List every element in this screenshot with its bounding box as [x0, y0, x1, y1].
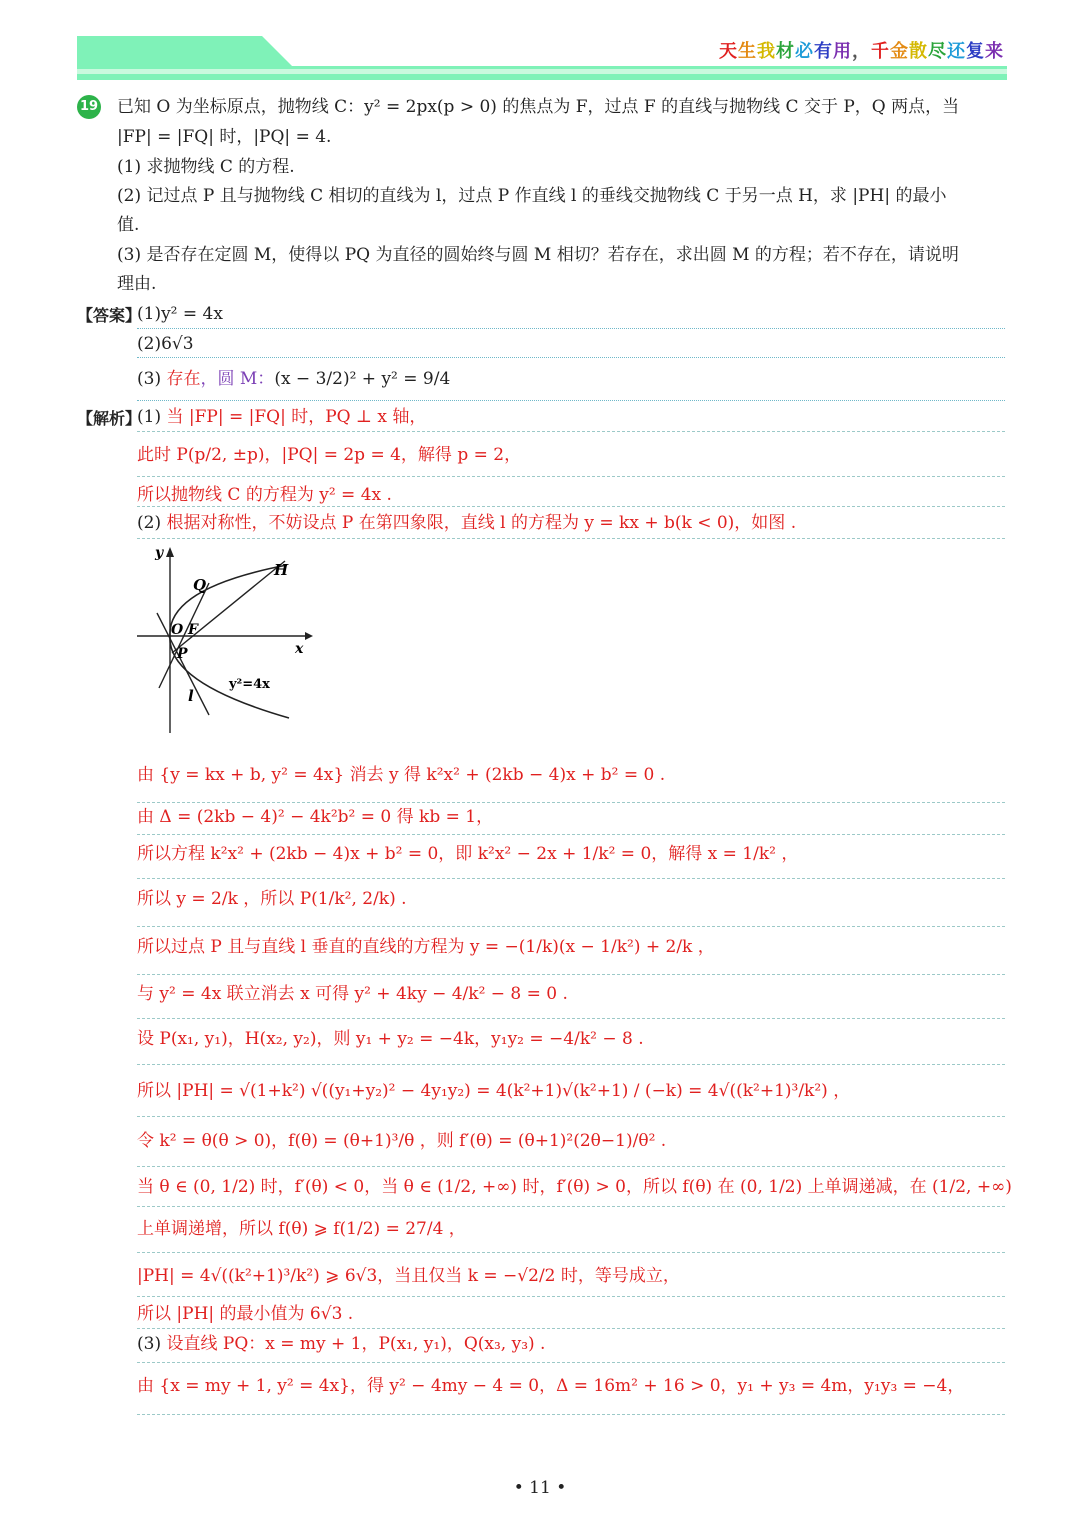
line-l-label: l: [188, 687, 194, 705]
analysis-tag: 【解析】: [77, 409, 142, 428]
analysis-line-text: 所以抛物线 C 的方程为 y² = 4x .: [137, 485, 392, 505]
page-number: • 11 •: [513, 1478, 567, 1498]
analysis-line: [137, 764, 665, 786]
analysis-line-text: 此时 P(p/2, ±p)，|PQ| = 2p = 4，解得 p = 2，: [137, 445, 522, 465]
slogan-char: 生: [738, 41, 757, 62]
analysis-line-text: 由 {y = kx + b, y² = 4x} 消去 y 得 k²x² + (2kb − 4)x + b² = 0 .: [137, 765, 666, 785]
question-line-1: 已知 O 为坐标原点，抛物线 C：y² = 2px(p > 0) 的焦点为 F，过点 F 的直线与抛物线 C 交于 P，Q 两点，当: [117, 97, 960, 117]
divider: [137, 1252, 1005, 1253]
analysis-line: [137, 1176, 1012, 1198]
divider: [137, 1018, 1005, 1019]
header-slogan: [719, 37, 1004, 63]
slogan-char: 千: [871, 41, 890, 62]
analysis-line-text: 由 {x = my + 1, y² = 4x}，得 y² − 4my − 4 = 0，Δ = 16m² + 16 > 0，y₁ + y₃ = 4m，y₁y₃ = −4，: [137, 1376, 965, 1396]
parabola-figure: [137, 543, 317, 733]
axis-y-label: y: [155, 545, 164, 561]
answer-item-3-formula: (x − 3/2)² + y² = 9/4: [274, 369, 451, 389]
slogan-char: 用: [833, 41, 852, 62]
analysis-line-text: 当 |FP| = |FQ| 时，PQ ⊥ x 轴，: [166, 407, 427, 427]
point-f-label: F: [188, 622, 198, 638]
analysis-line-text: 与 y² = 4x 联立消去 x 可得 y² + 4ky − 4/k² − 8 = 0 .: [137, 984, 568, 1004]
divider: [137, 476, 1005, 477]
analysis-line: [137, 843, 798, 865]
divider: [137, 1328, 1005, 1329]
analysis-line: [137, 484, 392, 506]
slogan-char: 尽: [928, 41, 947, 62]
analysis-line: [137, 1333, 545, 1355]
slogan-char: 必: [795, 41, 814, 62]
analysis-line: [137, 1130, 666, 1152]
slogan-char: 天: [719, 41, 738, 62]
divider: [137, 1414, 1005, 1415]
slogan-char: 有: [814, 41, 833, 62]
analysis-line: [137, 406, 426, 428]
analysis-line-text: 设直线 PQ：x = my + 1，P(x₁, y₁)，Q(x₃, y₃) .: [166, 1334, 546, 1354]
question-line-7: 理由.: [117, 274, 157, 294]
divider: [137, 1116, 1005, 1117]
answer-item-3: [137, 368, 450, 390]
analysis-line-label: (1): [137, 407, 167, 427]
answer-item-3-label: (3): [137, 369, 162, 389]
analysis-line-text: 所以过点 P 且与直线 l 垂直的直线的方程为 y = −(1/k)(x − 1/k²) + 2/k ，: [137, 937, 715, 957]
point-h-label: H: [274, 561, 289, 579]
analysis-line-text: 所以方程 k²x² + (2kb − 4)x + b² = 0，即 k²x² − 2x + 1/k² = 0，解得 x = 1/k² ，: [137, 844, 799, 864]
analysis-line-text: 由 Δ = (2kb − 4)² − 4k²b² = 0 得 kb = 1，: [137, 807, 494, 827]
point-p-label: P: [177, 646, 188, 662]
analysis-line-text: 根据对称性，不妨设点 P 在第四象限，直线 l 的方程为 y = kx + b(k < 0)，如图 .: [166, 513, 797, 533]
divider: [137, 834, 1005, 835]
axis-x-label: x: [295, 641, 304, 657]
slogan-char: 来: [985, 41, 1004, 62]
analysis-line: [137, 936, 715, 958]
analysis-line: [137, 888, 407, 910]
analysis-line-label: (2): [137, 513, 167, 533]
divider: [137, 1206, 1005, 1207]
point-q-label: Q: [193, 576, 207, 594]
question-number-badge: 19: [77, 95, 101, 119]
parabola-label: y²=4x: [229, 677, 270, 692]
divider: [137, 431, 1005, 432]
question-line-2: |FP| = |FQ| 时，|PQ| = 4.: [117, 127, 332, 147]
analysis-line-text: 上单调递增，所以 f(θ) ⩾ f(1/2) = 27/4 ，: [137, 1219, 466, 1239]
analysis-line: [137, 1375, 964, 1397]
point-o-label: O: [171, 622, 184, 638]
slogan-char: ，: [852, 41, 871, 62]
divider: [137, 878, 1005, 879]
analysis-line: [137, 1028, 644, 1050]
analysis-line: [137, 1303, 353, 1325]
analysis-line-text: 设 P(x₁, y₁)，H(x₂, y₂)，则 y₁ + y₂ = −4k，y₁y₂ = −4/k² − 8 .: [137, 1029, 644, 1049]
slogan-char: 散: [909, 41, 928, 62]
question-line-5: 值.: [117, 215, 140, 235]
divider: [137, 357, 1005, 358]
analysis-line-text: 所以 y = 2/k ，所以 P(1/k², 2/k) .: [137, 889, 407, 909]
analysis-line-text: |PH| = 4√((k²+1)³/k²) ⩾ 6√3，当且仅当 k = −√2/2 时，等号成立，: [137, 1266, 680, 1286]
divider: [137, 802, 1005, 803]
divider: [137, 400, 1005, 401]
analysis-line: [137, 1265, 680, 1287]
slogan-char: 金: [890, 41, 909, 62]
slogan-char: 我: [757, 41, 776, 62]
divider: [137, 538, 1005, 539]
slogan-char: 复: [966, 41, 985, 62]
slogan-char: 还: [947, 41, 966, 62]
divider: [137, 1362, 1005, 1363]
question-line-6: (3) 是否存在定圆 M，使得以 PQ 为直径的圆始终与圆 M 相切？若存在，求出圆 M 的方程；若不存在，请说明: [117, 245, 959, 265]
question-line-4: (2) 记过点 P 且与抛物线 C 相切的直线为 l，过点 P 作直线 l 的垂线交抛物线 C 于另一点 H，求 |PH| 的最小: [117, 186, 947, 206]
slogan-char: 材: [776, 41, 795, 62]
divider: [137, 1064, 1005, 1065]
divider: [137, 506, 1005, 507]
divider: [137, 1166, 1005, 1167]
answer-item-2: (2)6√3: [137, 334, 194, 354]
analysis-line: [137, 444, 521, 466]
analysis-line-text: 当 θ ∈ (0, 1/2) 时，f′(θ) < 0，当 θ ∈ (1/2, +∞) 时，f′(θ) > 0，所以 f(θ) 在 (0, 1/2) 上单调递减，在 (1/2, +∞): [137, 1177, 1012, 1197]
analysis-line-text: 令 k² = θ(θ > 0)，f(θ) = (θ+1)³/θ ，则 f′(θ) = (θ+1)²(2θ−1)/θ² .: [137, 1131, 667, 1151]
analysis-line: [137, 806, 493, 828]
answer-item-3-purple: ，圆 M：: [200, 369, 275, 389]
divider: [137, 926, 1005, 927]
answer-item-3-red: 存在: [166, 369, 201, 389]
divider: [137, 974, 1005, 975]
analysis-line-label: (3): [137, 1334, 167, 1354]
analysis-line: [137, 1080, 850, 1102]
analysis-line: [137, 512, 796, 534]
answer-tag: 【答案】: [77, 306, 142, 325]
divider: [137, 1296, 1005, 1297]
answer-item-1: (1)y² = 4x: [137, 304, 223, 324]
analysis-line-text: 所以 |PH| 的最小值为 6√3 .: [137, 1304, 354, 1324]
analysis-line: [137, 983, 568, 1005]
analysis-line-text: 所以 |PH| = √(1+k²) √((y₁+y₂)² − 4y₁y₂) = 4(k²+1)√(k²+1) / (−k) = 4√((k²+1)³/k²) ，: [137, 1081, 851, 1101]
question-line-3: (1) 求抛物线 C 的方程.: [117, 157, 295, 177]
analysis-line: [137, 1218, 466, 1240]
divider: [137, 328, 1005, 329]
